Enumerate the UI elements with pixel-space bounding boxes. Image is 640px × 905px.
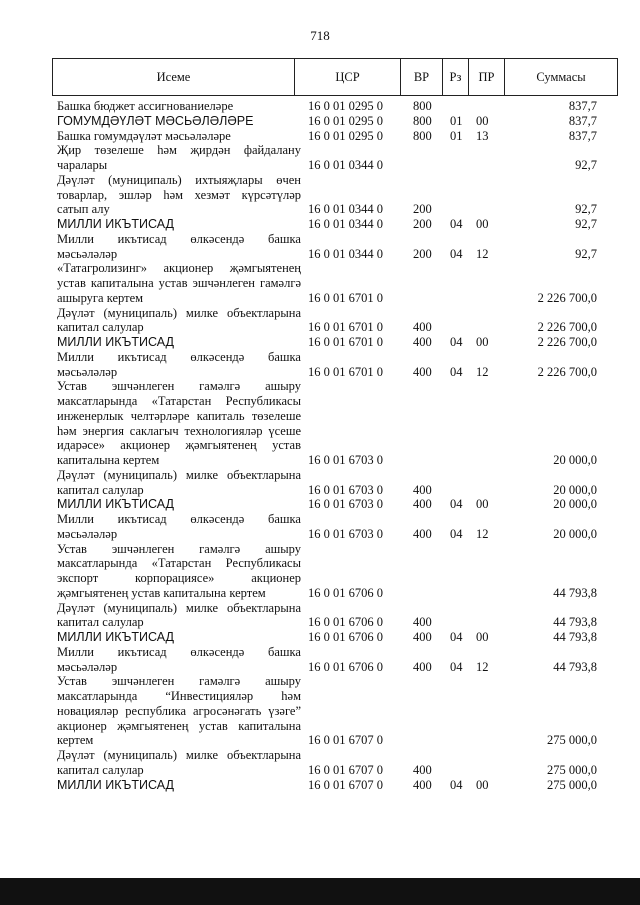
row-sum: 275 000,0 — [547, 762, 597, 777]
row-vr: 400 — [413, 615, 432, 630]
table-row — [57, 114, 617, 129]
row-sum: 837,7 — [568, 128, 597, 143]
row-name: Милли икътисад өлкәсендә башка мәсьәләләр — [57, 644, 301, 674]
row-vr: 400 — [413, 482, 432, 497]
row-name: Милли икътисад өлкәсендә башка мәсьәләләр — [57, 349, 301, 379]
row-csr: 16 0 01 0295 0 — [308, 113, 383, 128]
row-vr: 800 — [413, 113, 432, 128]
row-vr: 400 — [413, 762, 432, 777]
table-row — [57, 630, 617, 645]
table-row — [57, 674, 617, 748]
row-vr: 400 — [413, 659, 432, 674]
row-vr: 400 — [413, 777, 432, 792]
row-csr: 16 0 01 6701 0 — [308, 364, 383, 379]
table-row — [57, 99, 617, 114]
row-rz: 01 — [450, 113, 463, 128]
row-vr: 800 — [413, 99, 432, 113]
table-row — [57, 261, 617, 305]
row-csr: 16 0 01 6701 0 — [308, 335, 383, 349]
row-csr: 16 0 01 6706 0 — [308, 585, 383, 600]
row-name: Җир төзелеше һәм җирдән файдалану чаралары — [57, 143, 301, 172]
row-pr: 00 — [476, 630, 489, 644]
row-name: Дәүләт (муниципаль) милке объектларына капитал салулар — [57, 600, 301, 630]
table-row — [57, 379, 617, 468]
table-header — [52, 58, 618, 96]
table-row — [57, 232, 617, 262]
row-sum: 92,7 — [575, 202, 597, 217]
row-csr: 16 0 01 0344 0 — [308, 217, 383, 231]
row-name: Устав эшчәнлеген гамәлгә ашыру максатларында «Татарстан Республикасы инженерлык челтәрләре капиталь төзелеше һәм энергия саклагыч технологияләр үсеше идарәсе» акционер җәмгыятенең устав капиталына кертем — [57, 379, 301, 467]
row-name: МИЛЛИ ИКЪТИСАД — [57, 630, 175, 644]
row-pr: 12 — [476, 364, 489, 379]
header-vr: ВР — [400, 59, 442, 95]
table-row — [57, 497, 617, 512]
row-vr: 400 — [413, 364, 432, 379]
row-csr: 16 0 01 6701 0 — [308, 320, 383, 335]
row-name: «Татагролизинг» акционер җәмгыятенең устав капиталына устав эшчәнлеген гамәлгә ашыруга кертем — [57, 261, 301, 305]
row-csr: 16 0 01 6703 0 — [308, 482, 383, 497]
row-name: Дәүләт (муниципаль) ихтыяҗлары өчен товарлар, эшләр һәм хезмәт күрсәтүләр сатып алу — [57, 172, 301, 217]
row-rz: 04 — [450, 630, 463, 644]
row-rz: 04 — [450, 526, 463, 541]
row-name: Устав эшчәнлеген гамәлгә ашыру максатларында “Инвестицияләр һәм новацияләр республика агросәнәгать үзәге” акционер җәмгыятенең устав капиталына кертем — [57, 674, 301, 748]
row-sum: 2 226 700,0 — [537, 335, 597, 349]
row-rz: 04 — [450, 246, 463, 261]
row-vr: 200 — [413, 202, 432, 217]
row-sum: 837,7 — [568, 99, 597, 113]
row-sum: 92,7 — [575, 158, 597, 172]
row-csr: 16 0 01 6706 0 — [308, 659, 383, 674]
row-csr: 16 0 01 0344 0 — [308, 202, 383, 217]
row-vr: 200 — [413, 246, 432, 261]
row-csr: 16 0 01 6706 0 — [308, 615, 383, 630]
row-rz: 04 — [450, 335, 463, 349]
row-pr: 00 — [476, 497, 489, 512]
row-sum: 275 000,0 — [547, 733, 597, 748]
row-csr: 16 0 01 6707 0 — [308, 733, 383, 748]
table-row — [57, 129, 617, 144]
row-vr: 400 — [413, 497, 432, 512]
row-name: Устав эшчәнлеген гамәлгә ашыру максатларында «Татарстан Республикасы экспорт корпорациясе» акционер җәмгыятенең устав капиталына кертем — [57, 541, 301, 600]
row-csr: 16 0 01 6703 0 — [308, 526, 383, 541]
row-name: Дәүләт (муниципаль) милке объектларына капитал салулар — [57, 467, 301, 497]
row-name: Башка гомумдәүләт мәсьәләләре — [57, 128, 231, 143]
table-row — [57, 335, 617, 350]
header-rz: Рз — [442, 59, 468, 95]
table-row — [57, 542, 617, 601]
table-row — [57, 468, 617, 498]
row-name: МИЛЛИ ИКЪТИСАД — [57, 497, 175, 512]
row-sum: 20 000,0 — [553, 482, 597, 497]
row-rz: 04 — [450, 497, 463, 512]
row-sum: 2 226 700,0 — [537, 290, 597, 305]
row-sum: 44 793,8 — [553, 615, 597, 630]
row-sum: 2 226 700,0 — [537, 320, 597, 335]
row-csr: 16 0 01 0295 0 — [308, 99, 383, 113]
row-sum: 20 000,0 — [553, 453, 597, 467]
scan-bottom-bar — [0, 878, 640, 905]
row-sum: 2 226 700,0 — [537, 364, 597, 379]
row-pr: 12 — [476, 659, 489, 674]
row-vr: 200 — [413, 217, 432, 231]
header-sum: Суммасы — [504, 59, 617, 95]
table-row — [57, 645, 617, 675]
header-pr: ПР — [468, 59, 504, 95]
row-name: Дәүләт (муниципаль) милке объектларына капитал салулар — [57, 748, 301, 777]
row-rz: 04 — [450, 364, 463, 379]
row-sum: 92,7 — [575, 246, 597, 261]
header-csr: ЦСР — [294, 59, 400, 95]
row-pr: 12 — [476, 526, 489, 541]
row-name: Дәүләт (муниципаль) милке объектларына капитал салулар — [57, 305, 301, 335]
row-csr: 16 0 01 6706 0 — [308, 630, 383, 644]
table-row — [57, 512, 617, 542]
table-row — [57, 350, 617, 380]
row-rz: 01 — [450, 128, 463, 143]
table-row — [57, 748, 617, 778]
row-name: МИЛЛИ ИКЪТИСАД — [57, 777, 175, 792]
row-pr: 12 — [476, 246, 489, 261]
row-pr: 00 — [476, 335, 489, 349]
row-rz: 04 — [450, 777, 463, 792]
row-csr: 16 0 01 6707 0 — [308, 762, 383, 777]
row-pr: 00 — [476, 777, 489, 792]
row-vr: 800 — [413, 128, 432, 143]
row-sum: 44 793,8 — [553, 659, 597, 674]
table-row — [57, 143, 617, 173]
row-csr: 16 0 01 0344 0 — [308, 246, 383, 261]
row-sum: 275 000,0 — [547, 777, 597, 792]
row-sum: 837,7 — [568, 113, 597, 128]
table-row — [57, 778, 617, 793]
row-name: Башка бюджет ассигнованиеләре — [57, 99, 234, 113]
row-vr: 400 — [413, 630, 432, 644]
row-sum: 20 000,0 — [553, 497, 597, 512]
row-csr: 16 0 01 6707 0 — [308, 777, 383, 792]
row-sum: 44 793,8 — [553, 630, 597, 644]
row-name: ГОМУМДӘҮЛӘТ МӘСЬӘЛӘЛӘРЕ — [57, 113, 254, 128]
page-number: 718 — [310, 28, 330, 43]
row-csr: 16 0 01 6701 0 — [308, 290, 383, 305]
row-vr: 400 — [413, 320, 432, 335]
row-rz: 04 — [450, 217, 463, 231]
row-name: Милли икътисад өлкәсендә башка мәсьәләләр — [57, 512, 301, 541]
row-csr: 16 0 01 6703 0 — [308, 497, 383, 512]
row-pr: 00 — [476, 217, 489, 231]
row-vr: 400 — [413, 335, 432, 349]
row-pr: 00 — [476, 113, 489, 128]
row-sum: 92,7 — [575, 217, 597, 231]
row-pr: 13 — [476, 128, 489, 143]
row-csr: 16 0 01 0295 0 — [308, 128, 383, 143]
row-csr: 16 0 01 0344 0 — [308, 158, 383, 172]
row-rz: 04 — [450, 659, 463, 674]
row-sum: 20 000,0 — [553, 526, 597, 541]
row-csr: 16 0 01 6703 0 — [308, 453, 383, 467]
header-name: Исеме — [156, 70, 191, 84]
table-row — [57, 217, 617, 232]
row-name: МИЛЛИ ИКЪТИСАД — [57, 335, 175, 349]
table-row — [57, 173, 617, 217]
table-body — [57, 99, 617, 792]
table-row — [57, 306, 617, 336]
row-name: Милли икътисад өлкәсендә башка мәсьәләләр — [57, 231, 301, 261]
row-name: МИЛЛИ ИКЪТИСАД — [57, 217, 175, 231]
row-vr: 400 — [413, 526, 432, 541]
table-row — [57, 601, 617, 631]
row-sum: 44 793,8 — [553, 585, 597, 600]
